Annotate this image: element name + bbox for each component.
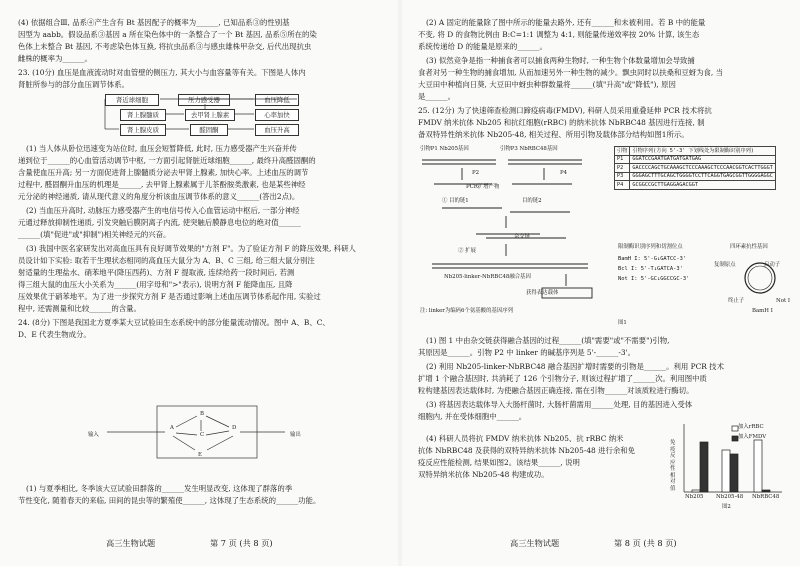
node-e: E	[198, 452, 202, 458]
text-line: 射适量的生理盐水、硝苯地平(降压西药)、方剂 F 提取液, 连续给药一段时间后, 若测	[18, 268, 295, 277]
box-pressure-receptor: 压力感受器	[178, 94, 230, 106]
footer-page: 第 8 页 (共 8 页)	[614, 538, 677, 548]
text-line: 备双特异性纳米抗体 Nb205-48, 相关过程、所用引物及载体部分结构如图1所示。	[418, 130, 689, 139]
table-row	[615, 172, 776, 181]
fig2-bars	[682, 422, 792, 496]
question-25-heading: 25. (12分) 为了快速筛查检测口蹄疫病毒(FMDV), 科研人员采用重叠延伸 PCR 技术将抗	[418, 106, 712, 115]
text-line: 色体上未整合 Bt 基因, 不考虑染色体互换, 将抗虫品系③与感虫雄株甲杂交, 后代出现抗虫	[18, 42, 312, 51]
text-line: 其原因是______。引物 P2 中 linker 的碱基序列是 5'-______-3'。	[418, 348, 635, 357]
box-adrenal-cortex: 肾上腺皮质	[120, 124, 166, 136]
text-line: 含量使血压升高; 另一方面促进肾上腺髓质分泌去甲肾上腺素, 加快心率。上述血压的调节	[18, 168, 309, 177]
text-line: FMDV 纳米抗体 Nb205 和抗红细胞(rRBC) 的纳米抗体 NbRBC48 基因进行连接, 制	[418, 118, 705, 127]
text-line: 粒构建基因表达载体时, 为使融合基因正确连接, 需在引物______对该质粒进行酶切。	[418, 386, 694, 395]
table-cell: P3	[615, 172, 630, 181]
terminator-label: 终止子	[728, 298, 745, 304]
enzyme-noti: Not I: 5'-GC↓GGCCGC-3'	[618, 276, 690, 282]
question-24-heading: 24. (8分) 下图是我国北方夏季某大豆试验田生态系统中的部分能量流动情况。图中 A、B、C、	[18, 318, 330, 327]
text-line: (1) 图 1 中由杂交链获得融合基因的过程______(填"需要"或"不需要")引物,	[426, 336, 670, 345]
text-line: (2) 利用 Nb205-linker-NbRBC48 融合基因扩增时需要的引物是______。利用 PCR 技术	[426, 362, 724, 371]
left-page	[0, 0, 398, 566]
gene1-label: 引物P1 Nb205基因	[420, 146, 469, 152]
table-header: 引物序列(方向 5'-3' 下划线处为限制酶识别序列)	[630, 147, 776, 156]
expand-label: ② 扩展	[458, 248, 476, 254]
text-line: 不变, 将 D 的食物比例由 B:C=1:1 调整为 4:1, 则能量传递效率按 20% 计算, 该生态	[418, 30, 700, 39]
text-line: 元分泌的神经递质, 请从现代意义的角度分析该血压调节体系的意义______(答出2点)。	[18, 192, 300, 201]
text-line: (1) 与夏季相比, 冬季该大豆试验田群落的______发生明显改变, 这体现了群落的季	[26, 484, 293, 493]
text-line: 扩增 1 个融合基因时, 共消耗了 126 个引物分子, 则该过程扩增了______次。利用图中质	[418, 374, 707, 383]
text-line: 细胞内, 并在受体细胞中______。	[418, 412, 527, 421]
table-cell: GCGGCCGCTTGAGGAGACGGT	[630, 181, 776, 190]
table-cell: GGGAGCTTTGCAGCTGGGGTCCTTCAGGTGAGCGGTTGGGGAGGC	[630, 172, 776, 181]
text-line: 因型为 aabb。假设品系③基因 a 所在染色体中的一条整合了一个 Bt 基因, 品系⑤所在的染	[18, 30, 317, 39]
flow-arrows	[95, 90, 310, 140]
legend-rrbc: 加入rRBC	[738, 424, 764, 430]
text-line: ______(填"促进"或"抑制")相关神经元的兴奋。	[18, 230, 171, 239]
box-adrenal-medulla: 肾上腺髓质	[120, 109, 166, 121]
text-line: 得三组大鼠的血压大小关系为______(用字母和">"表示), 说明方剂 F 能降血压, 且降	[18, 280, 293, 289]
bar-nb205-fmdv	[700, 442, 708, 492]
table-cell: GACCCCAGCTGCAAAGCTCCCAAAGCTCCCAACGGTCACTTGGGT	[630, 164, 776, 173]
fig2-cat-3: NbRBC48	[752, 494, 780, 500]
enzyme-bcli: Bcl I: 5'-T↓GATCA-3'	[618, 266, 683, 272]
origin-label: 复制原点	[714, 262, 736, 268]
text-line: 元通过释放抑制性递质, 引发突触后膜阴离子内流, 使突触后膜静息电位的绝对值______	[18, 218, 301, 227]
tet-resistance-label: 四环素抗性基因	[730, 244, 768, 250]
bar-nb205-48-fmdv	[730, 454, 738, 492]
text-line: 压效果优于硝苯地平。为了进一步探究方剂 F 是否通过影响上述血压调节体系起作用, 实验过	[18, 292, 321, 301]
input-label: 输入	[88, 432, 99, 438]
enzymes-title: 限制酶识别序列和切割位点	[618, 244, 683, 250]
bar-nb205-48-rrbc	[722, 450, 730, 492]
text-line: (4) 依据组合Ⅲ, 品系④产生含有 Bt 基因配子的概率为______, 已知品系③的性别基	[18, 18, 290, 27]
footer-page: 第 7 页 (共 8 页)	[210, 538, 273, 548]
question-23-heading: 23. (10分) 血压是血液流动时对血管壁的侧压力, 其大小与血容量等有关。下图是人体内	[18, 68, 306, 77]
text-line: 递到位于______的心血管活动调节中枢, 一方面引起肾脏近球细胞______, 最终升高醛固酮的	[18, 156, 316, 165]
primer-p2-label: P2	[472, 170, 480, 176]
hybrid-strand-label: 杂交链	[514, 234, 531, 240]
table-cell: P2	[615, 164, 630, 173]
fused-gene-label: Nb205-linker-NbRBC48融合基因	[444, 274, 531, 280]
table-cell: P1	[615, 155, 630, 164]
table-cell: P4	[615, 181, 630, 190]
primer-p4-label: P4	[560, 170, 568, 176]
text-line: 雌株的概率为______。	[18, 54, 92, 63]
bar-nbrbc48-fmdv	[762, 490, 770, 492]
text-line: (4) 科研人员将抗 FMDV 纳米抗体 Nb205、抗 rRBC 纳米	[426, 434, 624, 443]
text-line: 疫反应性能检测, 结果如图2。该结果______, 说明	[418, 458, 580, 467]
text-line: (1) 当人体从卧位迅速变为站位时, 血压会短暂降低, 此时, 压力感受器产生兴奋并传	[26, 144, 297, 153]
legend-swatch-rrbc	[732, 426, 738, 431]
text-line: (3) 似然竞争是指一种捕食者可以捕食两种生物时, 一种生物个体数量增加会导致捕	[426, 56, 695, 65]
text-line: D、E 代表生物成分。	[18, 330, 91, 339]
box-norepinephrine: 去甲肾上腺素	[185, 109, 235, 121]
text-line: 食者对另一种生物的捕食增加, 从而加速另外一种生物的减少。飘虫同时以扶桑和豆蚜为食, 当	[418, 68, 724, 77]
enzyme-bamhi: BamH I: 5'-G↓GATCC-3'	[618, 256, 687, 262]
text-line: (2) 当血压升高时, 动脉压力感受器产生的电信号传入心血管运动中枢后, 一部分神经	[26, 206, 300, 215]
figure-1-note: 注: linker为编码6个氨基酸的基因序列	[420, 308, 513, 314]
legend-swatch-fmdv	[732, 436, 738, 441]
energy-flow-lines	[85, 400, 315, 465]
fig2-cat-1: Nb205	[685, 494, 704, 500]
text-line: 大豆田中种植向日葵, 大豆田中蚜虫种群数量将______(填"升高"或"降低"), 原因	[418, 80, 676, 89]
target-strand-1-label: ① 目的链1	[442, 198, 469, 204]
vector-label: 获得表达载体	[526, 290, 559, 296]
box-heart-rate: 心率加快	[255, 109, 299, 121]
bar-nb205-rrbc	[692, 490, 700, 492]
text-line: 节性变化, 随着春天的来临, 田间的昆虫等的繁殖使______, 这体现了生态系统的______功能。	[18, 496, 321, 505]
plasmid-ring	[740, 258, 780, 298]
promoter-label: 启动子	[764, 262, 781, 268]
output-label: 输出	[290, 432, 301, 438]
text-line: 过程中, 醛固酮升血压的机理是______, 去甲肾上腺素属于儿茶酚胺类激素, 也是某些神经	[18, 180, 306, 189]
legend-fmdv: 加入FMDV	[738, 434, 767, 440]
right-page	[402, 0, 800, 566]
pcr-product-label: PCR扩增产物	[466, 184, 500, 190]
primer-table	[614, 146, 776, 190]
site-noti-label: Not I	[776, 298, 790, 304]
footer-subject: 高三生物试题	[106, 538, 156, 548]
footer-subject: 高三生物试题	[510, 538, 560, 548]
table-row	[615, 164, 776, 173]
box-bp-down: 血压降低	[255, 94, 299, 106]
table-row	[615, 181, 776, 190]
text-line: (2) A 固定的能量除了图中所示的能量去路外, 还有______和未被利用。若 B 中的能量	[426, 18, 706, 27]
text-line: 员设计如下实验: 取若干生理状态相同的高血压大鼠分为 A、B、C 三组, 给三组大鼠分别注	[18, 256, 315, 265]
table-row	[615, 155, 776, 164]
table-header: 引物	[615, 147, 630, 156]
node-a: A	[170, 425, 174, 431]
box-aldosterone: 醛固酮	[190, 124, 228, 136]
text-line: (3) 我国中医名家研发出对高血压具有良好调节效果的"方剂 F"。为了验证方剂 F 的降压效果, 科研人	[26, 244, 356, 253]
text-line: 程中, 还需测量和比较______的含量。	[18, 304, 141, 313]
node-c: C	[200, 432, 205, 438]
site-bamhi-label: BamH I	[752, 308, 773, 314]
text-line: 系统传递给 D 的能量是原来的______。	[418, 42, 547, 51]
text-line: 肾脏所参与的部分血压调节体系。	[18, 80, 129, 89]
text-line: 抗体 NbRBC48 及获得的双特异纳米抗体 Nb205-48 进行余和免	[418, 446, 636, 455]
bar-nbrbc48-rrbc	[754, 440, 762, 492]
target-strand-2-label: 目的链2	[522, 198, 542, 204]
pcr-strands	[416, 152, 606, 302]
text-line: 双特异纳米抗体 Nb205-48 构建成功。	[418, 470, 549, 479]
figure-1-label: 图1	[618, 320, 627, 326]
node-b: B	[200, 411, 204, 417]
fig2-ylabel: 免疫反应性相对值	[670, 440, 676, 492]
text-line: (3) 将基因表达载体导入大肠杆菌时, 大肠杆菌需用______处理, 目的基因进入受体	[426, 400, 693, 409]
gene2-label: 引物P3 NbRBC48基因	[500, 146, 558, 152]
fig2-cat-2: Nb205-48	[716, 494, 744, 500]
box-near-cell: 肾近球细胞	[105, 94, 159, 106]
table-cell: GGATCCGAATGATGATGATGAG	[630, 155, 776, 164]
box-bp-up: 血压升高	[255, 124, 299, 136]
figure-2-label: 图2	[722, 504, 731, 510]
text-line: 是______。	[418, 92, 455, 101]
node-d: D	[232, 425, 237, 431]
